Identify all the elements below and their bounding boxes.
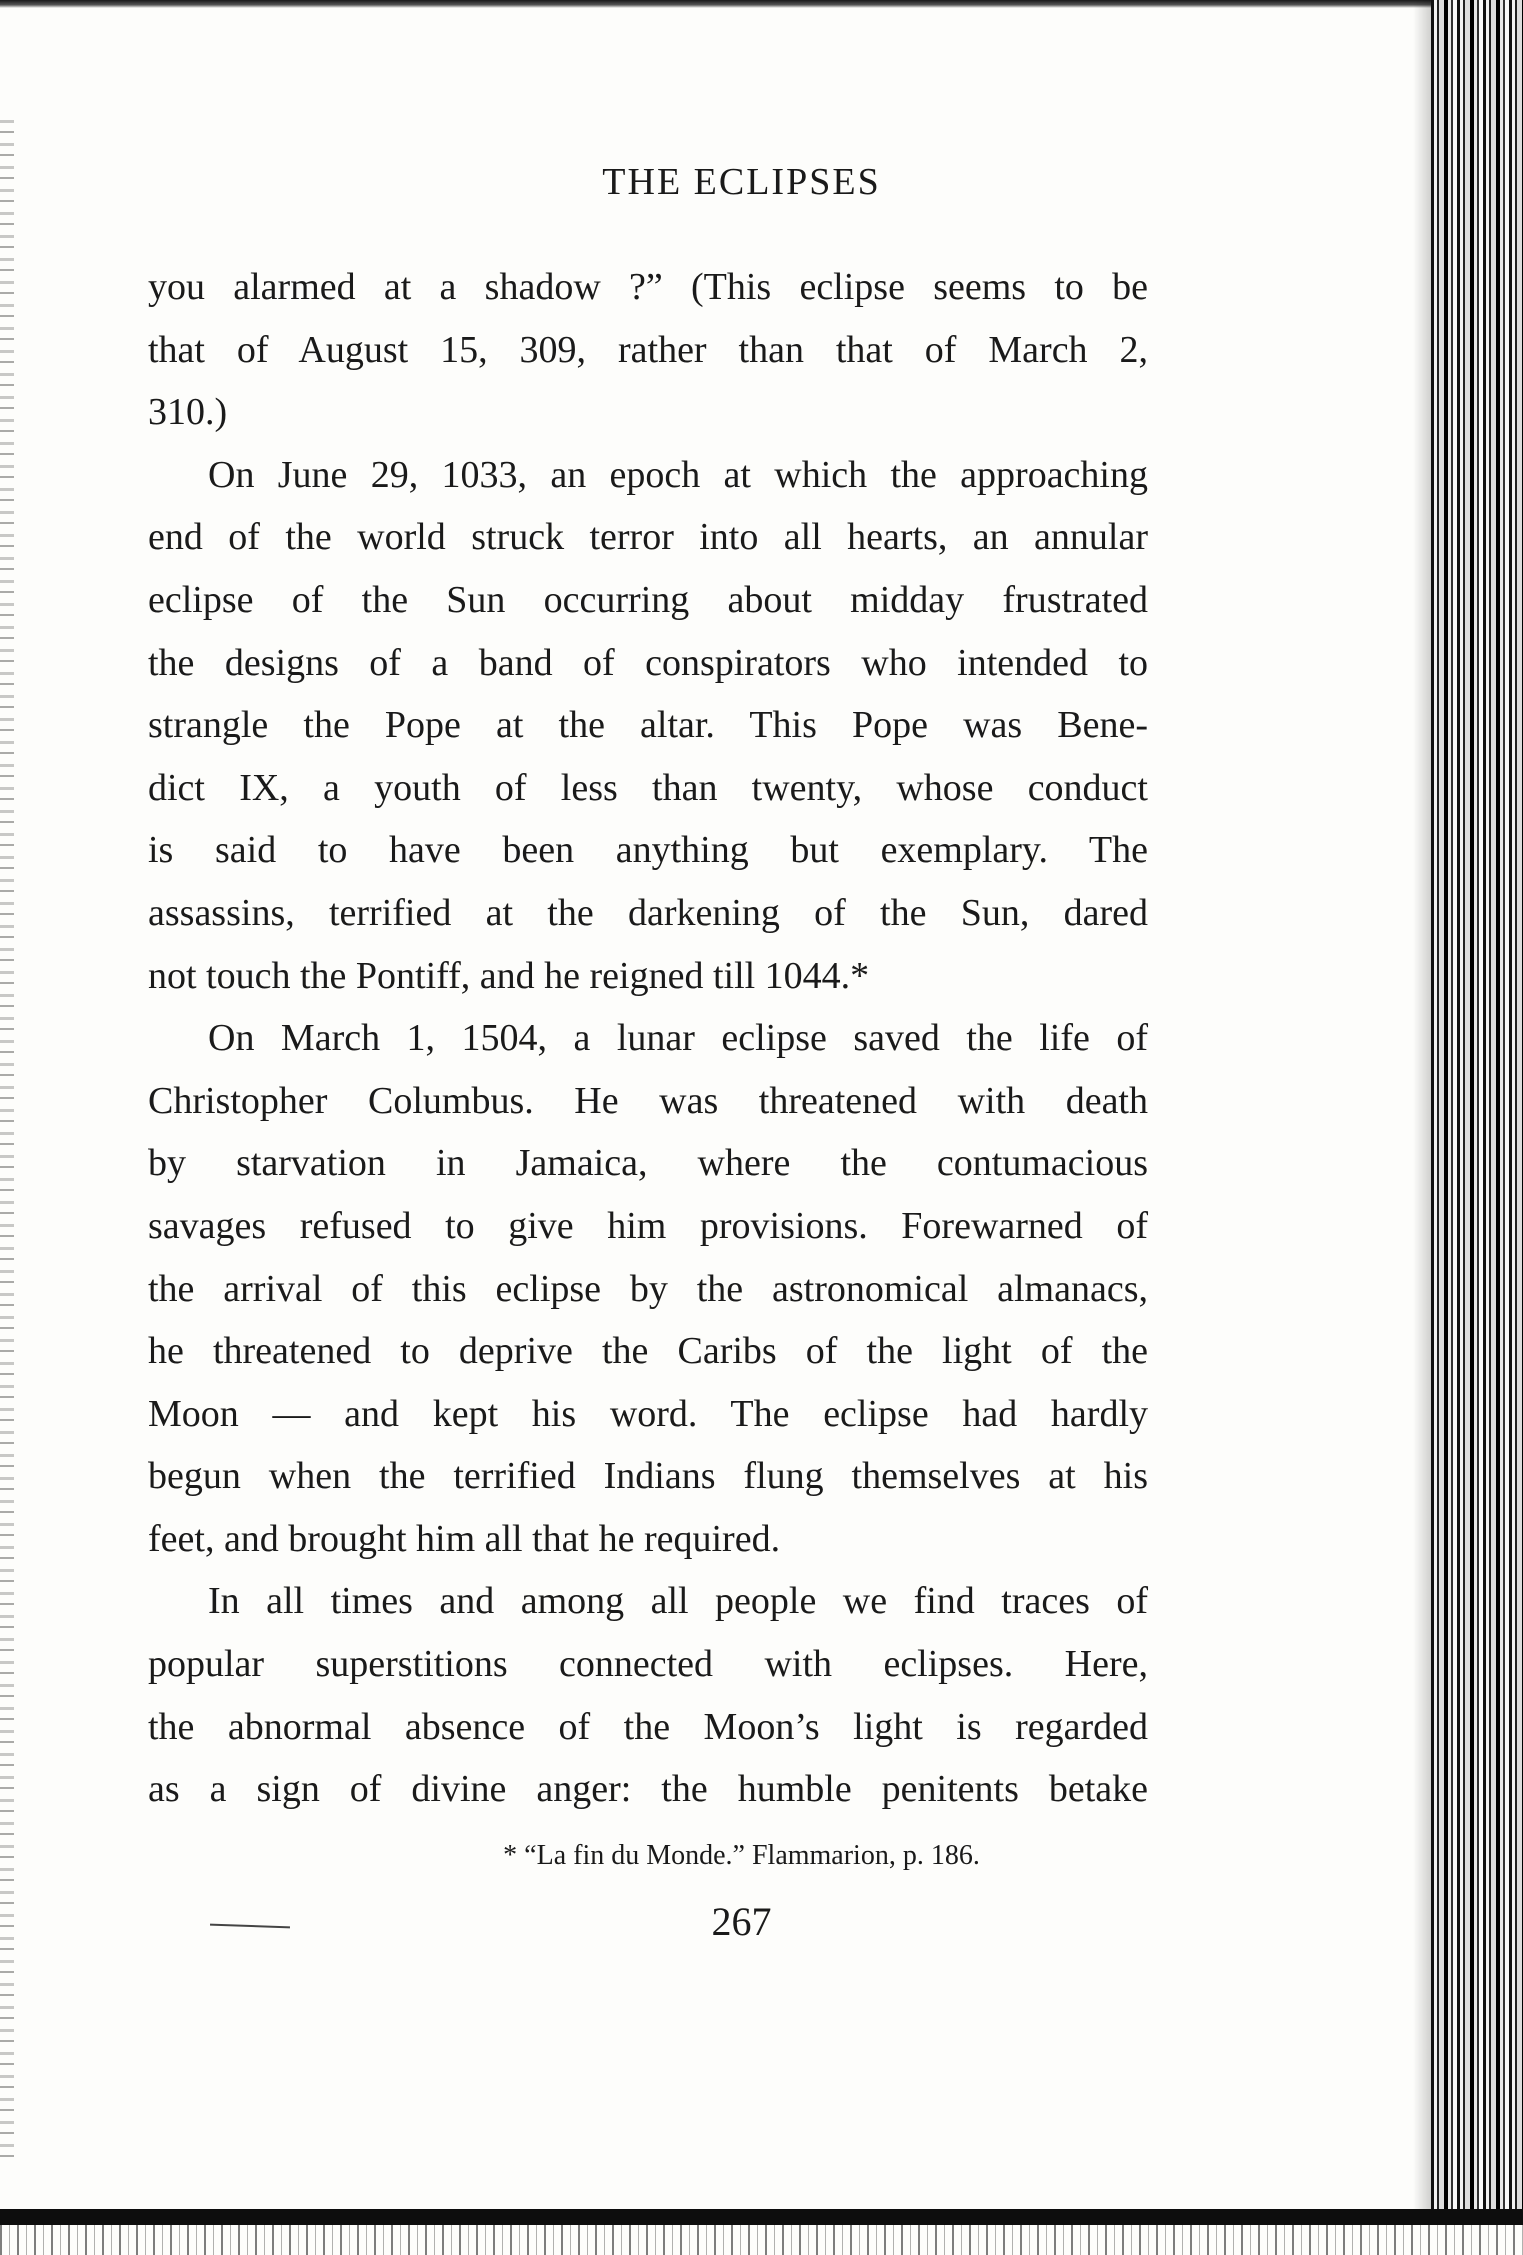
text-line: 310.) xyxy=(148,391,228,434)
text-line: you alarmed at a shadow ?” (This eclipse seems to be xyxy=(148,266,1148,308)
text-line: is said to have been anything but exemplary. The xyxy=(148,829,1148,872)
text-line: end of the world struck terror into all hearts, an annular xyxy=(148,516,1148,559)
text-line: assassins, terrified at the darkening of the Sun, dared xyxy=(148,891,1148,934)
text-line: that of August 15, 309, rather than that of March 2, xyxy=(148,328,1148,371)
text-line: Moon — and kept his word. The eclipse had hardly xyxy=(148,1392,1148,1435)
text-line: dict IX, a youth of less than twenty, whose conduct xyxy=(148,766,1148,809)
text-line: feet, and brought him all that he required. xyxy=(148,1517,781,1560)
text-line: the arrival of this eclipse by the astronomical almanacs, xyxy=(148,1267,1148,1310)
body-text xyxy=(148,256,1148,1821)
text-line: On March 1, 1504, a lunar eclipse saved the life of xyxy=(208,1017,1148,1060)
spine-shadow xyxy=(1413,0,1431,2215)
text-line: he threatened to deprive the Caribs of the light of the xyxy=(148,1330,1148,1373)
text-line: begun when the terrified Indians flung themselves at his xyxy=(148,1455,1148,1498)
text-line: In all times and among all people we find traces of xyxy=(208,1580,1148,1623)
text-line: strangle the Pope at the altar. This Pope was Bene- xyxy=(148,704,1148,747)
footnote: * “La fin du Monde.” Flammarion, p. 186. xyxy=(503,1840,980,1871)
text-line: Christopher Columbus. He was threatened with death xyxy=(148,1079,1148,1122)
page-number: 267 xyxy=(711,1899,772,1944)
text-line: the designs of a band of conspirators who intended to xyxy=(148,641,1148,684)
text-line: as a sign of divine anger: the humble penitents betake xyxy=(148,1768,1148,1811)
scan-noise-bottom xyxy=(0,2225,1523,2255)
scan-edge-top xyxy=(0,0,1450,8)
text-line: savages refused to give him provisions. Forewarned of xyxy=(148,1204,1148,1247)
text-line: On June 29, 1033, an epoch at which the approaching xyxy=(208,453,1148,496)
text-line: not touch the Pontiff, and he reigned till 1044.* xyxy=(148,954,870,997)
text-line: popular superstitions connected with eclipses. Here, xyxy=(148,1643,1148,1686)
running-head: THE ECLIPSES xyxy=(602,161,881,203)
text-line: the abnormal absence of the Moon’s light is regarded xyxy=(148,1705,1148,1748)
text-line: eclipse of the Sun occurring about midday frustrated xyxy=(148,578,1148,621)
text-line: by starvation in Jamaica, where the contumacious xyxy=(148,1142,1148,1185)
book-spine-edge xyxy=(1431,0,1523,2215)
scan-edge-bottom xyxy=(0,2209,1523,2225)
